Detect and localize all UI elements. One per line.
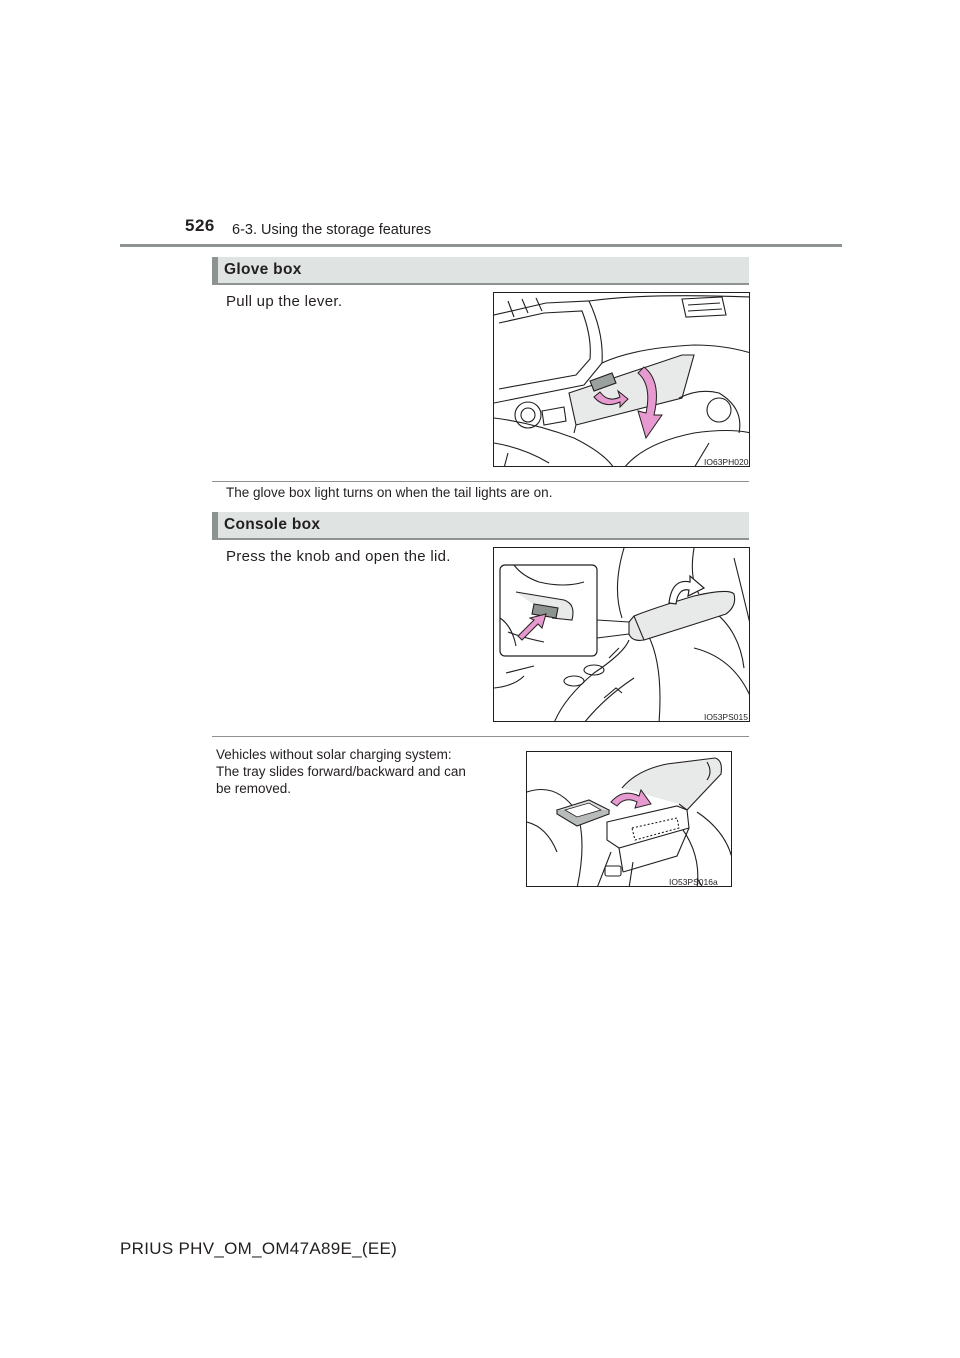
tray-note-line: Vehicles without solar charging system: [216,747,452,762]
section-title: 6-3. Using the storage features [232,222,432,238]
manual-id: PRIUS PHV_OM_OM47A89E_(EE) [120,1239,398,1258]
tray-illustration [526,751,732,887]
console-box-instruction: Press the knob and open the lid. [226,548,451,565]
glove-box-instruction: Pull up the lever. [226,293,343,310]
glove-box-heading [212,257,749,285]
tray-drawing [527,752,732,887]
heading-tab [212,512,218,538]
console-box-drawing [494,548,750,722]
figure-code: IO53PS015 [704,712,748,722]
header-rule [120,244,842,247]
divider [212,481,749,482]
tray-note [216,746,466,797]
glove-box-drawing [494,293,750,467]
divider [212,736,749,737]
console-box-illustration [493,547,750,722]
tray-note-line: be removed. [216,781,292,796]
figure-code: IO63PH020 [704,457,749,467]
tray-note-line: The tray slides forward/backward and can [216,764,466,779]
glove-box-heading-text: Glove box [224,261,302,278]
console-box-heading-text: Console box [224,516,321,533]
figure-code: IO53PS016a [669,877,718,887]
console-box-heading [212,512,749,540]
heading-tab [212,257,218,283]
page-number: 526 [185,216,215,235]
glove-box-note: The glove box light turns on when the tail lights are on. [226,485,553,500]
glove-box-illustration [493,292,750,467]
